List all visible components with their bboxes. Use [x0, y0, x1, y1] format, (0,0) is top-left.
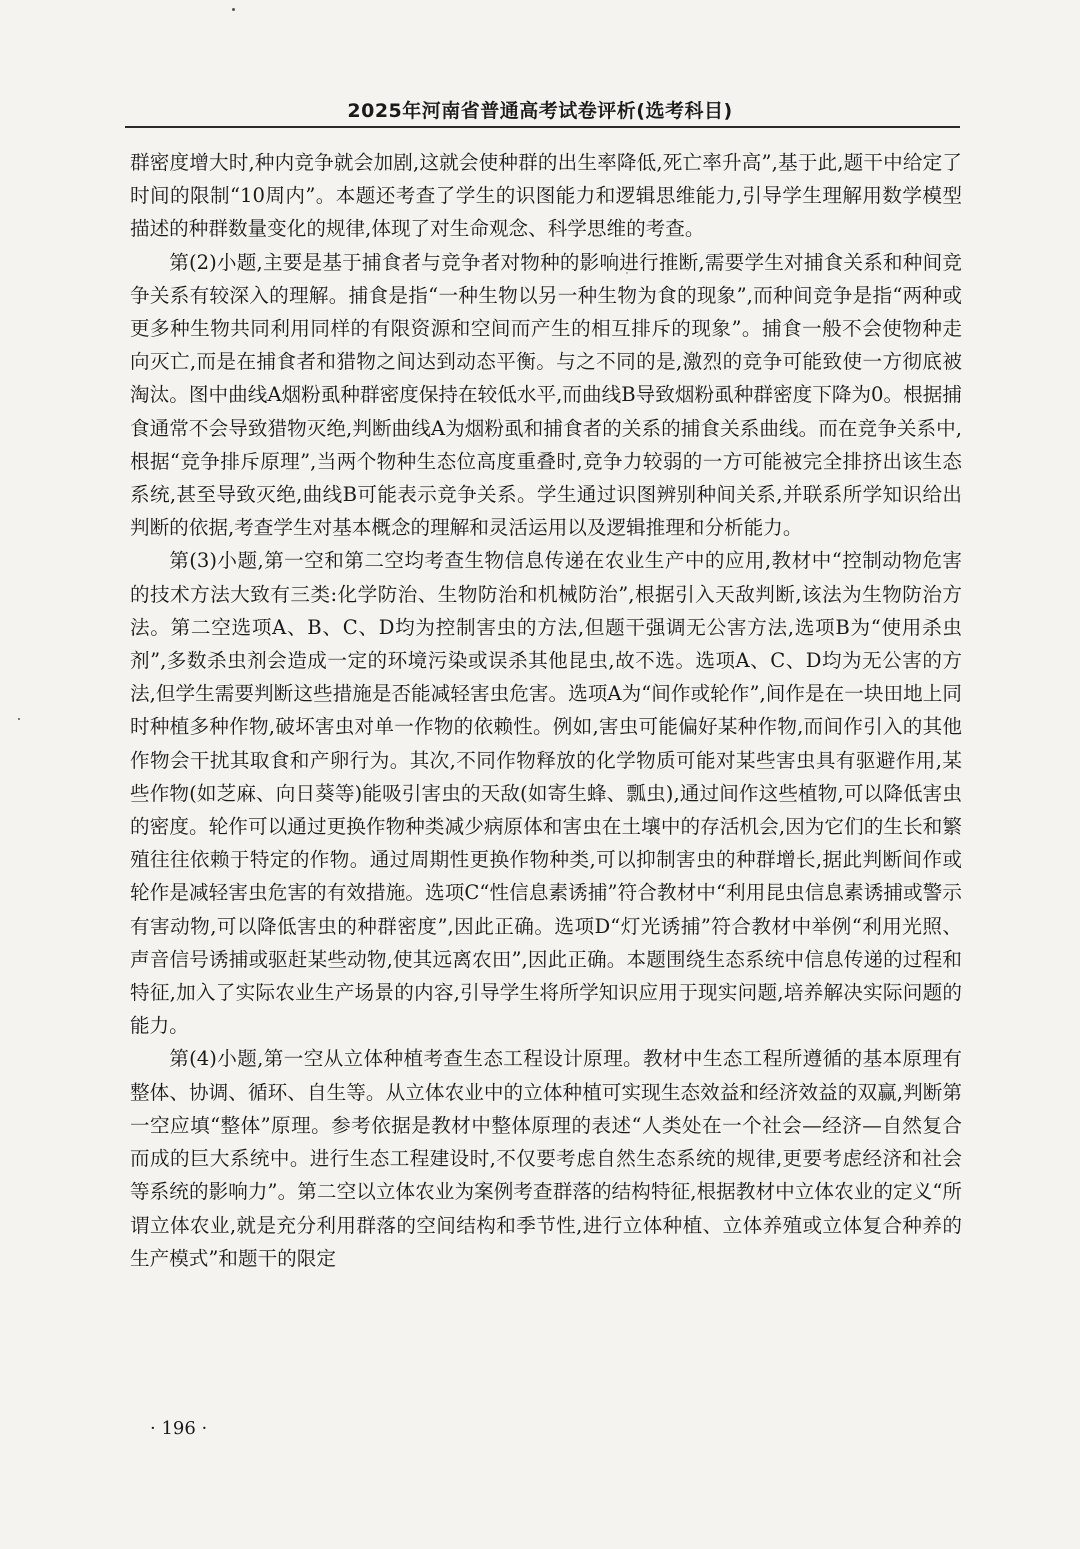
page-number: · 196 · — [150, 1418, 208, 1439]
body-text — [130, 146, 962, 1275]
paragraph-question-3: 第(3)小题,第一空和第二空均考查生物信息传递在农业生产中的应用,教材中“控制动物危害的技术方法大致有三类:化学防治、生物防治和机械防治”,根据引入天敌判断,该法为生物防治方法。第二空选项A、B、C、D均为控制害虫的方法,但题干强调无公害方法,选项B为“使用杀虫剂”,多数杀虫剂会造成一定的环境污染或误杀其他昆虫,故不选。选项A、C、D均为无公害的方法,但学生需要判断这些措施是否能减轻害虫危害。选项A为“间作或轮作”,间作是在一块田地上同时种植多种作物,破坏害虫对单一作物的依赖性。例如,害虫可能偏好某种作物,而间作引入的其他作物会干扰其取食和产卵行为。其次,不同作物释放的化学物质可能对某些害虫具有驱避作用,某些作物(如芝麻、向日葵等)能吸引害虫的天敌(如寄生蜂、瓢虫),通过间作这些植物,可以降低害虫的密度。轮作可以通过更换作物种类减少病原体和害虫在土壤中的存活机会,因为它们的生长和繁殖往往依赖于特定的作物。通过周期性更换作物种类,可以抑制害虫的种群增长,据此判断间作或轮作是减轻害虫危害的有效措施。选项C“性信息素诱捕”符合教材中“利用昆虫信息素诱捕或警示有害动物,可以降低害虫的种群密度”,因此正确。选项D“灯光诱捕”符合教材中举例“利用光照、声音信号诱捕或驱赶某些动物,使其远离农田”,因此正确。本题围绕生态系统中信息传递的过程和特征,加入了实际农业生产场景的内容,引导学生将所学知识应用于现实问题,培养解决实际问题的能力。 — [130, 549, 962, 1038]
scan-speck — [18, 718, 20, 720]
scan-speck — [232, 8, 235, 11]
paragraph-question-4: 第(4)小题,第一空从立体种植考查生态工程设计原理。教材中生态工程所遵循的基本原理有整体、协调、循环、自生等。从立体农业中的立体种植可实现生态效益和经济效益的双赢,判断第一空应填“整体”原理。参考依据是教材中整体原理的表述“人类处在一个社会—经济—自然复合而成的巨大系统中。进行生态工程建设时,不仅要考虑自然生态系统的规律,更要考虑经济和社会等系统的影响力”。第二空以立体农业为案例考查群落的结构特征,根据教材中立体农业的定义“所谓立体农业,就是充分利用群落的空间结构和季节性,进行立体种植、立体养殖或立体复合种养的生产模式”和题干的限定 — [130, 1047, 962, 1270]
running-header: 2025年河南省普通高考试卷评析(选考科目) — [347, 100, 733, 122]
paragraph-question-2: 第(2)小题,主要是基于捕食者与竞争者对物种的影响进行推断,需要学生对捕食关系和种间竞争关系有较深入的理解。捕食是指“一种生物以另一种生物为食的现象”,而种间竞争是指“两种或更多种生物共同利用同样的有限资源和空间而产生的相互排斥的现象”。捕食一般不会使物种走向灭亡,而是在捕食者和猎物之间达到动态平衡。与之不同的是,激烈的竞争可能致使一方彻底被淘汰。图中曲线A烟粉虱种群密度保持在较低水平,而曲线B导致烟粉虱种群密度下降为0。根据捕食通常不会导致猎物灭绝,判断曲线A为烟粉虱和捕食者的关系的捕食关系曲线。而在竞争关系中,根据“竞争排斥原理”,当两个物种生态位高度重叠时,竞争力较弱的一方可能被完全排挤出该生态系统,甚至导致灭绝,曲线B可能表示竞争关系。学生通过识图辨别种间关系,并联系所学知识给出判断的依据,考查学生对基本概念的理解和灵活运用以及逻辑推理和分析能力。 — [130, 250, 963, 540]
header-rule — [125, 126, 960, 128]
paragraph-continuation: 群密度增大时,种内竞争就会加剧,这就会使种群的出生率降低,死亡率升高”,基于此,题干中给定了时间的限制“10周内”。本题还考查了学生的识图能力和逻辑思维能力,引导学生理解用数学模型描述的种群数量变化的规律,体现了对生命观念、科学思维的考查。 — [130, 151, 962, 241]
